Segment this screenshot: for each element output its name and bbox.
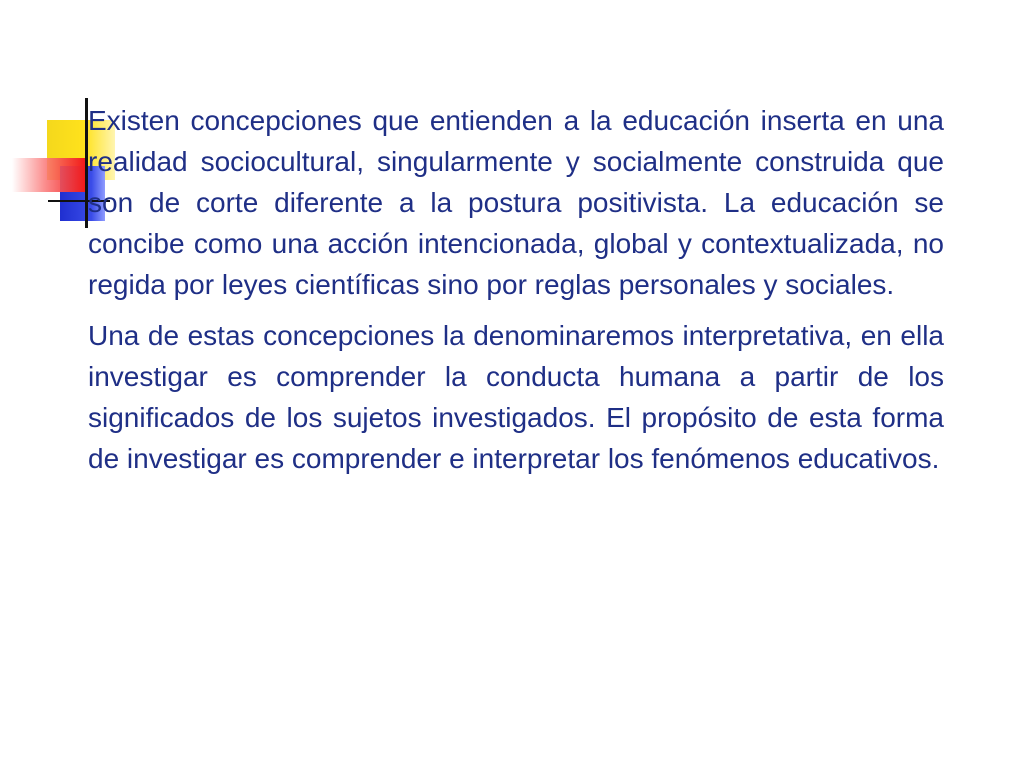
paragraph-1: Existen concepciones que entienden a la educación inserta en una realidad sociocultural, singularmente y socialmente construida que son de corte diferente a la postura positivista. La educación se concibe como una acción intencionada, global y contextualizada, no regida por leyes científicas sino por reglas personales y sociales. (88, 105, 944, 300)
slide-body (88, 100, 944, 489)
decorative-red-bar (12, 158, 86, 192)
paragraph-2: Una de estas concepciones la denominaremos interpretativa, en ella investigar es comprender la conducta humana a partir de los significados de los sujetos investigados. El propósito de esta forma de investigar es comprender e interpretar los fenómenos educativos. (88, 320, 944, 474)
